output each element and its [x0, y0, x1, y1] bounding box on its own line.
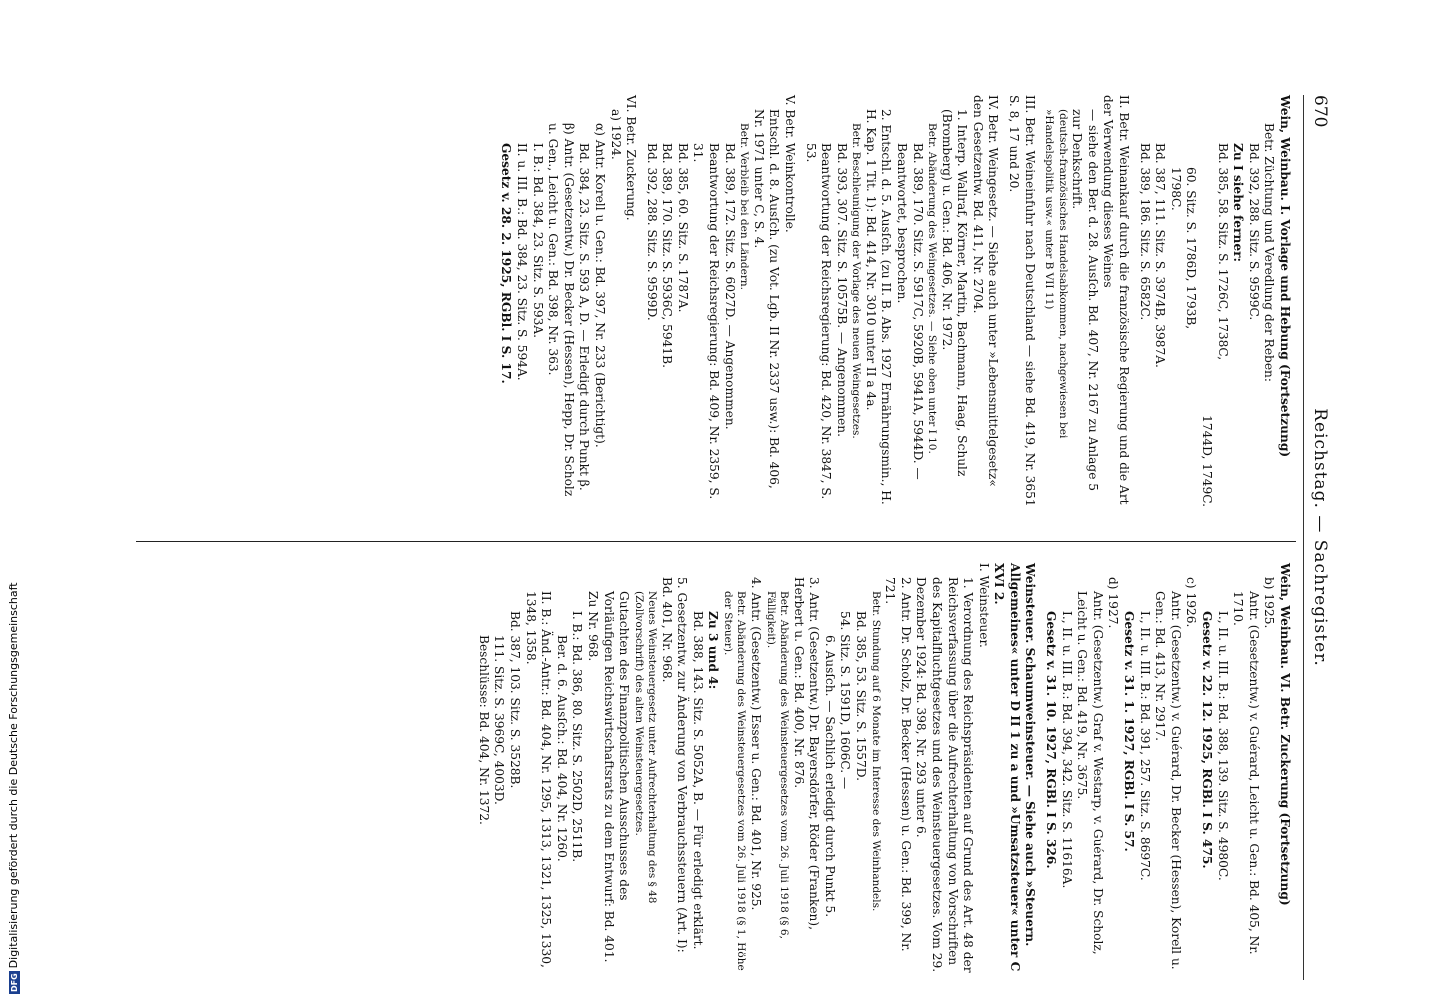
entry-line: Beschlüsse: Bd. 404, Nr. 1372. — [476, 635, 491, 825]
page-number: 670 — [1310, 95, 1330, 128]
entry-line: Ber. d. 6. Ausſch.: Bd. 404, Nr. 1260. — [554, 635, 569, 862]
entry-line: Gesetz v. 31. 10. 1927, RGBl. I S. 326. — [1044, 611, 1059, 869]
entry-line: IV. Betr. Weingesetz. — Siehe auch unter »Lebensmittelgesetz« den Gesetzentw. Bd. 411, Nr. 2704. — [970, 95, 1001, 487]
entry-line: (deutsch-französisches Handelsabkommen, nachgewiesen bei »Handelspolitik usw.« unter B VII 11) — [1043, 109, 1069, 439]
entry-line: Entschl. d. 8. Ausſch. (zu Vot. Lgb. II Nr. 2337 usw.): Bd. 406, Nr. 1971 unter C, S. 4. — [751, 109, 782, 489]
entry-line: Gutachten des Finanzpolitischen Ausschusses des Vorläufigen Reichswirtschaftsrats zu dem Entwurf: Bd. 401. Zu Nr. 968. — [585, 591, 632, 963]
footer-credit — [4, 582, 24, 994]
entry-line: 6. Ausſch. — Sachlich erledigt durch Punkt 5. — [822, 635, 837, 918]
entry-line: 60. Sitz. S. 1786D, 1793B, — [1184, 167, 1199, 330]
entry-line: Betr. Abänderung des Weinsteuergesetzes vom 26. Juli 1918 (§ 6, Fälligkeit). — [764, 591, 791, 939]
entry-line: Bd. 384, 23. Sitz. S. 593 A, D. — Erledigt durch Punkt β. — [577, 143, 592, 491]
entry-line: Bd. 392, 288. Sitz. S. 9599C. — [1246, 143, 1261, 321]
entry-line: II. u. III. B.: Bd. 384, 23. Sitz. S. 594A. — [514, 143, 529, 381]
entry-line: 54. Sitz. S. 1591D, 1606C. — — [838, 611, 853, 790]
entry-line: 111. Sitz. S. 3969C, 4003D. — [492, 635, 507, 805]
entry-line: Bd. 392, 288. Sitz. S. 9599D. — [644, 143, 659, 321]
entry-line: 1. Interp. Wallraf, Körner, Martin, Bachmann, Haag, Schulz (Bromberg) u. Gen.: Bd. 406, Nr. 1972. — [939, 109, 970, 477]
entry-heading: Wein, Weinbau. VI. Betr. Zuckerung (Fortsetzung) — [1278, 563, 1292, 906]
entry-line: VI. Betr. Zuckerung. — [624, 95, 639, 221]
entry-line: Gesetz v. 31. 1. 1927, RGBl. I S. 57. — [1122, 611, 1137, 852]
entry-line: Bd. 389, 170. Sitz. S. 5936C, 5941B. — [660, 143, 675, 369]
entry-line: Gesetz v. 28. 2. 1925, RGBl. I S. 17. — [499, 143, 514, 384]
entry-line: Zu 3 und 4: — [706, 611, 721, 690]
entry-line: a) 1924. — [608, 109, 623, 160]
right-column — [475, 563, 1292, 975]
entry-line: Bd. 393, 307. Sitz. S. 10575B. — Angenommen. — [834, 143, 849, 437]
entry-line: Bd. 385, 58. Sitz. S. 1726C, 1738C, — [1215, 143, 1230, 361]
entry-heading: Wein, Weinbau. I. Vorlage und Hebung (Fortsetzung) — [1278, 95, 1292, 458]
header-rule — [1303, 95, 1304, 980]
entry-line: III. Betr. Weineinfuhr nach Deutschland — siehe Bd. 419, Nr. 3651 S. 8, 17 und 20. — [1007, 95, 1037, 507]
entry-line: Betr. Abänderung des Weinsteuergesetzes vom 26. Juli 1918 (§ 1, Höhe der Steuer). — [722, 591, 748, 971]
page-header — [1302, 95, 1330, 980]
entry-line: Betr. Verbleib bei den Ländern. — [738, 123, 751, 290]
entry-line: II. Betr. Weinankauf durch die französische Regierung und die Art der Verwendung dieses Weines — [1101, 95, 1132, 505]
column-divider — [136, 541, 1296, 542]
entry-line: Bd. 389, 186. Sitz. S. 6582C. — [1137, 143, 1152, 321]
entry-line: Bd. 389, 172. Sitz. S. 6027D. — Angenommen. — [722, 143, 737, 430]
entry-line: Betr. Züchtung und Veredlung der Reben: — [1262, 123, 1277, 383]
entry-line: Gesetz v. 22. 12. 1925, RGBl. I S. 475. — [1200, 611, 1215, 869]
entry-line: Betr. Beschleunigung der Vorlage des neuen Weingesetzes. — [850, 123, 863, 439]
entry-line: I., II. u. III. B.: Bd. 388, 139. Sitz. S. 4980C. — [1215, 611, 1230, 881]
footer-credit-text: Digitalisierung gefördert durch die Deutsche Forschungsgemeinschaft — [7, 582, 20, 969]
entry-heading: Weinsteuer. Schaumweinsteuer. — Siehe auch »Steuern. Allgemeines« unter D II 1 zu a und »Umsatzsteuer« unter C XVI 2. — [992, 563, 1038, 972]
entry-line: I., II. u. III. B.: Bd. 394, 342. Sitz. S. 11616A. — [1059, 611, 1074, 889]
entry-line: 1798C. — [1168, 167, 1183, 211]
digitization-footer — [4, 582, 26, 994]
left-column — [498, 95, 1292, 507]
entry-line: Betr. Abänderung des Weingesetzes. — Siehe oben unter I 10. — [926, 123, 939, 454]
entry-line: Bd. 385, 53. Sitz. S. 1557D. — [854, 611, 869, 781]
entry-line: Antr. (Gesetzentw.) Graf v. Westarp, v. Guérard, Dr. Scholz, Leicht u. Gen.: Bd. 419, Nr. 3675. — [1075, 591, 1105, 955]
entry-line: β) Antr. (Gesetzentw.) Dr. Becker (Hessen), Hepp, Dr. Scholz u. Gen., Leicht u. Gen.: Bd. 398, Nr. 363. — [546, 123, 576, 497]
entry-line: 5. Gesetzentw. zur Änderung von Verbrauchssteuern (Art. I): Bd. 401, Nr. 968. — [659, 577, 690, 953]
entry-line: b) 1925. — [1262, 577, 1277, 629]
dfg-logo-icon: DFG — [9, 973, 19, 992]
entry-line: Bd. 387, 111. Sitz. S. 3974B, 3987A. — [1153, 143, 1168, 368]
entry-line: I., II. u. III. B.: Bd. 391, 257. Sitz. S. 8697C. — [1137, 611, 1152, 881]
entry-line: 4. Antr. (Gesetzentw.) Esser u. Gen.: Bd. 401, Nr. 925. — [749, 577, 764, 911]
entry-line: α) Antr. Korell u. Gen.: Bd. 397, Nr. 233 (Berichtigt). — [592, 123, 607, 448]
entry-line: Bd. 388, 143. Sitz. S. 5052A, B. — Für erledigt erklärt. — [690, 611, 705, 950]
entry-line: 2. Antr. Dr. Scholz, Dr. Becker (Hessen) u. Gen.: Bd. 399, Nr. 721. — [883, 577, 913, 952]
entry-line: Antr. (Gesetzentw.) v. Guérard, Dr. Becker (Hessen), Korell u. Gen.: Bd. 413, Nr. 2917. — [1153, 591, 1183, 970]
entry-line: 3. Antr. (Gesetzentw.) Dr. Bayersdörfer, Röder (Franken), Herbert u. Gen.: Bd. 400, Nr. 876. — [791, 577, 822, 931]
entry-line: 2. Entschl. d. 5. Ausſch. (zu II. B. Abs. 1927 Ernährungsmin., H. H. Kap. 1 Tit. 1): Bd. 414, Nr. 3010 unter II a 4a. — [863, 109, 894, 505]
entry-line: Neues Weinsteuergesetz unter Aufrechterhaltung des § 48 (Zollvorschrift) des alten Weinsteuergesetzes. — [632, 591, 659, 904]
entry-line: I. Weinsteuer. — [976, 563, 991, 648]
rotated-document-page — [100, 95, 1330, 980]
entry-line: 1744D, 1749C. — [1200, 415, 1215, 507]
running-title: Reichstag. — Sachregister. — [1310, 408, 1330, 667]
entry-line: Bd. 389, 170. Sitz. S. 5917C, 5920B, 5941A, 5944D. — Beantwortet, besprochen. — [895, 143, 925, 480]
entry-line: — siehe den Ber. d. 28. Ausſch. Bd. 407, Nr. 2167 zu Anlage 5 zur Denkschrift. — [1070, 109, 1100, 492]
entry-line: d) 1927. — [1106, 577, 1121, 629]
entry-line: Beantwortung der Reichsregierung: Bd. 409, Nr. 2359, S. 31. — [691, 143, 722, 500]
entry-line: Beantwortung der Reichsregierung: Bd. 420, Nr. 3847, S. 53. — [803, 143, 834, 500]
entry-line: Betr. Stundung auf 6 Monate im Interesse des Weinhandels. — [869, 591, 882, 912]
entry-line: V. Betr. Weinkontrolle. — [782, 95, 797, 233]
entry-line: Zu I siehe ferner: — [1231, 143, 1246, 263]
entry-line: c) 1926. — [1184, 577, 1199, 628]
entry-line: I. B.: Bd. 386, 80. Sitz. S. 2502D, 2511B. — [570, 611, 585, 863]
entry-line: 1. Verordnung des Reichspräsidenten auf Grund des Art. 48 der Reichsverfassung über die Aufrechterhaltung von Vorschriften des Kapitalfluchtgesetzes und des Weinsteuergesetzes. Vom 29. Dezember 1924: Bd. 398, Nr. 293 unter 6. — [914, 577, 976, 973]
entry-line: Bd. 385, 60. Sitz. S. 1787A. — [675, 143, 690, 313]
entry-line: II. B.: Änd.-Antr.: Bd. 404, Nr. 1295, 1313, 1321, 1325, 1330, 1348, 1358. — [523, 591, 554, 968]
entry-line: Antr. (Gesetzentw.) v. Guérard, Leicht u. Gen.: Bd. 405, Nr. 1710. — [1231, 591, 1261, 955]
entry-line: I. B.: Bd. 384, 23. Sitz. S. 593A. — [530, 143, 545, 339]
entry-line: Bd. 387, 103. Sitz. S. 3528B. — [507, 611, 522, 789]
